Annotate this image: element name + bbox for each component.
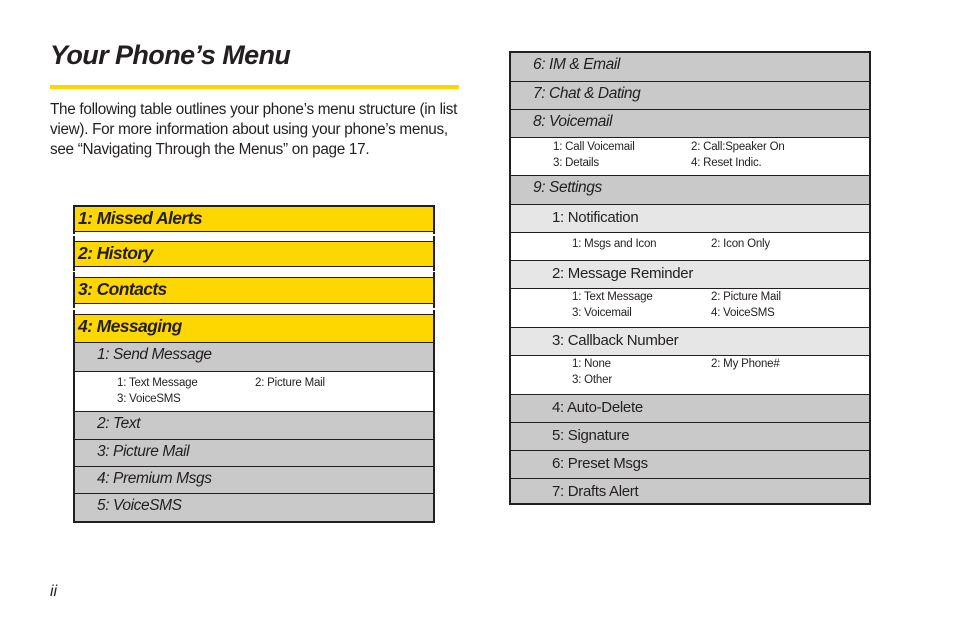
voicemail-option: 1: Call Voicemail xyxy=(553,141,635,153)
notification-option: 1: Msgs and Icon xyxy=(572,238,657,250)
message-reminder-label: 2: Message Reminder xyxy=(552,265,694,282)
history-label: 2: History xyxy=(78,243,153,263)
reminder-option: 3: Voicemail xyxy=(572,307,632,319)
preset-msgs-label: 6: Preset Msgs xyxy=(552,455,648,472)
notification-label: 1: Notification xyxy=(552,209,639,226)
send-option: 1: Text Message xyxy=(117,377,198,389)
callback-option: 2: My Phone# xyxy=(711,358,780,370)
menu-item-missed-alerts xyxy=(73,205,435,234)
send-option: 3: VoiceSMS xyxy=(117,393,181,405)
voicemail-option: 4: Reset Indic. xyxy=(691,157,762,169)
premium-msgs-label: 4: Premium Msgs xyxy=(97,470,212,487)
voicesms-label: 5: VoiceSMS xyxy=(97,497,182,514)
intro-paragraph: The following table outlines your phone’s menu structure (in list view). For more information about using your phone’s menus, see “Navigating Through the Menus” on page 17. xyxy=(50,101,458,158)
title-underline xyxy=(50,85,459,89)
page-title: Your Phone’s Menu xyxy=(50,40,291,70)
callback-option: 3: Other xyxy=(572,374,612,386)
settings-table xyxy=(509,51,871,505)
send-message-label: 1: Send Message xyxy=(97,346,212,363)
signature-label: 5: Signature xyxy=(552,427,630,444)
voicemail-option: 3: Details xyxy=(553,157,599,169)
voicemail-label: 8: Voicemail xyxy=(533,113,613,130)
reminder-options xyxy=(511,288,869,327)
callback-number-label: 3: Callback Number xyxy=(552,332,679,349)
messaging-table xyxy=(73,310,435,523)
chat-dating-label: 7: Chat & Dating xyxy=(533,85,641,102)
picture-mail-label: 3: Picture Mail xyxy=(97,443,190,460)
missed-alerts-label: 1: Missed Alerts xyxy=(78,208,202,228)
send-option: 2: Picture Mail xyxy=(255,377,325,389)
settings-label: 9: Settings xyxy=(533,179,602,196)
reminder-option: 4: VoiceSMS xyxy=(711,307,775,319)
callback-option: 1: None xyxy=(572,358,611,370)
voicemail-options xyxy=(511,137,869,175)
menu-item-history xyxy=(73,236,435,271)
messaging-label: 4: Messaging xyxy=(78,316,182,336)
notification-option: 2: Icon Only xyxy=(711,238,770,250)
notification-options xyxy=(511,232,869,260)
text-label: 2: Text xyxy=(97,415,141,432)
send-message-options xyxy=(75,371,433,411)
menu-item-contacts xyxy=(73,272,435,308)
reminder-option: 2: Picture Mail xyxy=(711,291,781,303)
im-email-label: 6: IM & Email xyxy=(533,56,620,73)
auto-delete-label: 4: Auto-Delete xyxy=(552,399,643,416)
contacts-label: 3: Contacts xyxy=(78,279,167,299)
page-number: ii xyxy=(50,583,58,600)
voicemail-option: 2: Call:Speaker On xyxy=(691,141,785,153)
drafts-alert-label: 7: Drafts Alert xyxy=(552,483,639,500)
callback-options xyxy=(511,355,869,394)
reminder-option: 1: Text Message xyxy=(572,291,653,303)
